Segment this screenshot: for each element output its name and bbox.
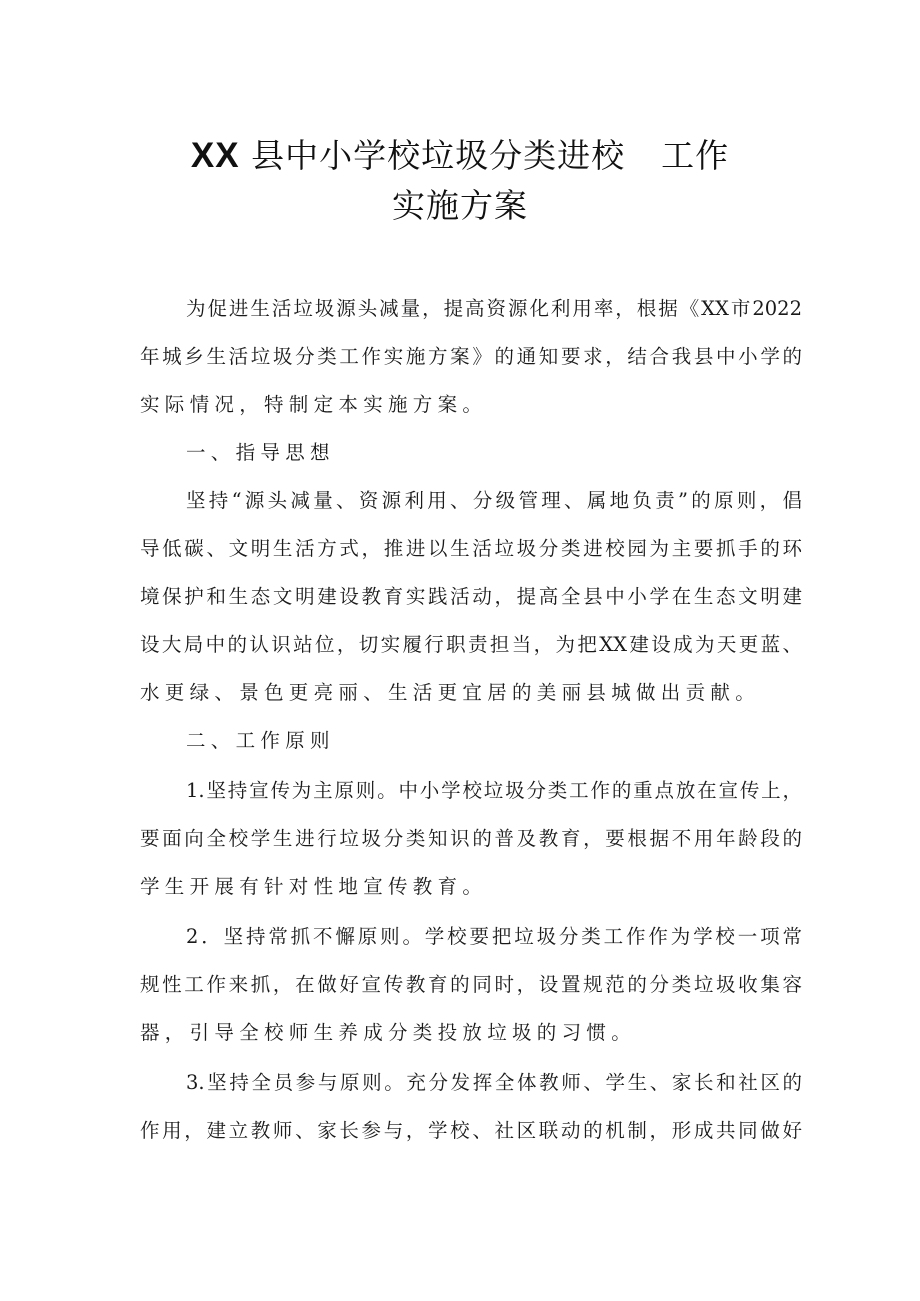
paragraph-guiding-line: 设大局中的认识站位，切实履行职责担当，为把XX建设成为天更蓝、 — [140, 633, 802, 656]
paragraph-guiding-line: 水更绿、景色更亮丽、生活更宜居的美丽县城做出贡献。 — [140, 681, 761, 704]
section-heading-work-principles: 二、工作原则 — [186, 729, 335, 752]
paragraph-intro-line: 实际情况，特制定本实施方案。 — [140, 393, 488, 416]
paragraph-intro-line: 年城乡生活垃圾分类工作实施方案》的通知要求，结合我县中小学的 — [140, 345, 802, 368]
paragraph-intro-line: 为促进生活垃圾源头减量，提高资源化利用率，根据《XX市2022 — [186, 297, 802, 320]
paragraph-principle-1-line: 1.坚持宣传为主原则。中小学校垃圾分类工作的重点放在宣传上， — [186, 779, 802, 802]
paragraph-principle-2-line: 2．坚持常抓不懈原则。学校要把垃圾分类工作作为学校一项常 — [186, 925, 802, 948]
paragraph-principle-3-line: 作用，建立教师、家长参与，学校、社区联动的机制，形成共同做好 — [140, 1119, 802, 1142]
paragraph-principle-1-line: 要面向全校学生进行垃圾分类知识的普及教育，要根据不用年龄段的 — [140, 827, 802, 850]
paragraph-guiding-line: 导低碳、文明生活方式，推进以生活垃圾分类进校园为主要抓手的环 — [140, 537, 802, 560]
paragraph-guiding-line: 坚持“源头减量、资源利用、分级管理、属地负责”的原则，倡 — [186, 489, 802, 512]
paragraph-guiding-line: 境保护和生态文明建设教育实践活动，提高全县中小学在生态文明建 — [140, 585, 802, 608]
title-main-text: 县中小学校垃圾分类进校 — [251, 136, 626, 175]
paragraph-principle-2-line: 器，引导全校师生养成分类投放垃圾的习惯。 — [140, 1021, 637, 1044]
paragraph-principle-3-line: 3.坚持全员参与原则。充分发挥全体教师、学生、家长和社区的 — [186, 1071, 802, 1094]
title-placeholder-county: XX — [190, 136, 240, 175]
paragraph-principle-1-line: 学生开展有针对性地宣传教育。 — [140, 875, 488, 898]
section-heading-guiding-thought: 一、指导思想 — [186, 441, 335, 464]
paragraph-principle-2-line: 规性工作来抓，在做好宣传教育的同时，设置规范的分类垃圾收集容 — [140, 973, 802, 996]
document-title-line-1 — [0, 136, 920, 176]
document-title-line-2: 实施方案 — [392, 186, 528, 225]
title-suffix-text: 工作 — [661, 136, 730, 175]
